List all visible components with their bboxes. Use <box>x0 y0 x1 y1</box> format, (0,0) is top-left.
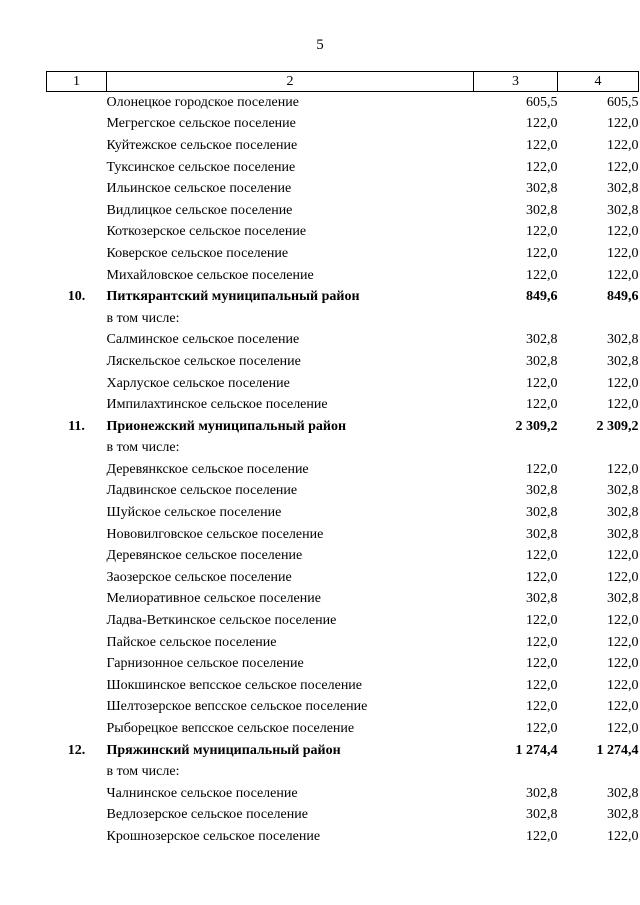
row-name: Шелтозерское вепсское сельское поселение <box>106 699 368 715</box>
row-value-col3 <box>474 761 558 783</box>
row-number <box>47 805 107 827</box>
row-value-col3: 122,0 <box>526 375 558 391</box>
row-value-col3: 2 309,2 <box>515 418 558 434</box>
row-number <box>47 438 107 460</box>
header-col-3: 3 <box>474 72 558 92</box>
header-col-1: 1 <box>47 72 107 92</box>
table-row <box>47 653 639 675</box>
row-name: в том числе: <box>106 764 180 780</box>
row-number <box>47 567 107 589</box>
header-col-4: 4 <box>558 72 639 92</box>
page-number: 5 <box>316 37 324 53</box>
district-row <box>47 286 639 308</box>
row-value-col3: 122,0 <box>526 721 558 737</box>
table-row <box>47 459 639 481</box>
row-number <box>47 632 107 654</box>
row-name: Ильинское сельское поселение <box>106 181 292 197</box>
row-number <box>47 222 107 244</box>
table-row <box>47 265 639 287</box>
row-value-col3: 122,0 <box>526 116 558 132</box>
row-value-col4: 302,8 <box>607 332 639 348</box>
row-name: Мегрегское сельское поселение <box>106 116 296 132</box>
row-number: 12. <box>67 742 86 758</box>
row-value-col4: 2 309,2 <box>596 418 639 434</box>
row-value-col4: 122,0 <box>607 613 639 629</box>
row-name: Заозерское сельское поселение <box>106 569 292 585</box>
row-number <box>47 92 107 114</box>
row-value-col4: 122,0 <box>607 721 639 737</box>
row-number <box>47 373 107 395</box>
row-value-col4: 122,0 <box>607 461 639 477</box>
table-row <box>47 351 639 373</box>
header-col-2: 2 <box>107 72 474 92</box>
table-body <box>47 92 639 848</box>
table-row <box>47 394 639 416</box>
row-number <box>47 783 107 805</box>
table-row <box>47 826 639 848</box>
row-name: Олонецкое городское поселение <box>106 94 299 110</box>
row-value-col4: 605,5 <box>607 94 639 110</box>
row-value-col4: 302,8 <box>607 526 639 542</box>
row-value-col4: 849,6 <box>607 289 639 305</box>
row-number <box>47 697 107 719</box>
row-name: Чалнинское сельское поселение <box>106 785 298 801</box>
district-row <box>47 416 639 438</box>
table-row <box>47 373 639 395</box>
row-value-col4: 302,8 <box>607 181 639 197</box>
table-row <box>47 567 639 589</box>
table-row <box>47 481 639 503</box>
row-number <box>47 308 107 330</box>
table-row <box>47 610 639 632</box>
row-value-col3 <box>474 308 558 330</box>
row-value-col4: 122,0 <box>607 634 639 650</box>
row-value-col3: 1 274,4 <box>515 742 558 758</box>
row-value-col4: 122,0 <box>607 224 639 240</box>
row-value-col3: 122,0 <box>526 569 558 585</box>
row-value-col4 <box>558 308 639 330</box>
row-value-col4: 122,0 <box>607 569 639 585</box>
row-number <box>47 178 107 200</box>
row-value-col3: 302,8 <box>526 483 558 499</box>
row-name: Салминское сельское поселение <box>106 332 300 348</box>
row-number <box>47 610 107 632</box>
row-name: Коткозерское сельское поселение <box>106 224 307 240</box>
row-name: Ладва-Веткинское сельское поселение <box>106 613 337 629</box>
row-value-col4: 302,8 <box>607 785 639 801</box>
row-value-col3: 122,0 <box>526 656 558 672</box>
row-value-col3: 122,0 <box>526 677 558 693</box>
table-row <box>47 200 639 222</box>
table-row <box>47 222 639 244</box>
table-row <box>47 114 639 136</box>
row-name: Деревянское сельское поселение <box>106 548 303 564</box>
row-value-col4: 302,8 <box>607 483 639 499</box>
row-value-col4: 122,0 <box>607 677 639 693</box>
row-value-col3: 302,8 <box>526 526 558 542</box>
row-value-col4: 122,0 <box>607 137 639 153</box>
row-value-col3: 122,0 <box>526 397 558 413</box>
row-value-col3: 122,0 <box>526 267 558 283</box>
row-number <box>47 653 107 675</box>
row-value-col4: 122,0 <box>607 375 639 391</box>
row-name: Импилахтинское сельское поселение <box>106 397 328 413</box>
row-value-col3: 302,8 <box>526 202 558 218</box>
row-value-col3 <box>474 438 558 460</box>
row-number <box>47 826 107 848</box>
table-row <box>47 675 639 697</box>
row-value-col4: 122,0 <box>607 656 639 672</box>
row-name: Прионежский муниципальный район <box>106 418 347 434</box>
row-value-col3: 122,0 <box>526 461 558 477</box>
table-row <box>47 178 639 200</box>
row-name: Куйтежское сельское поселение <box>106 137 298 153</box>
table-row <box>47 438 639 460</box>
table-row <box>47 502 639 524</box>
row-name: Пряжинский муниципальный район <box>106 742 341 758</box>
row-value-col3: 122,0 <box>526 137 558 153</box>
table-row <box>47 697 639 719</box>
row-value-col4: 302,8 <box>607 807 639 823</box>
row-name: Питкярантский муниципальный район <box>106 289 360 305</box>
table-row <box>47 157 639 179</box>
row-number <box>47 135 107 157</box>
row-value-col4: 122,0 <box>607 828 639 844</box>
row-value-col4: 122,0 <box>607 116 639 132</box>
budget-table <box>46 71 639 848</box>
row-value-col3: 302,8 <box>526 807 558 823</box>
row-value-col4 <box>558 761 639 783</box>
row-value-col4: 122,0 <box>607 159 639 175</box>
header-row <box>47 72 639 92</box>
row-number <box>47 761 107 783</box>
row-name: Туксинское сельское поселение <box>106 159 296 175</box>
row-value-col3: 122,0 <box>526 828 558 844</box>
row-name: Нововилговское сельское поселение <box>106 526 324 542</box>
district-row <box>47 740 639 762</box>
row-value-col4 <box>558 438 639 460</box>
row-name: в том числе: <box>106 440 180 456</box>
row-value-col3: 122,0 <box>526 245 558 261</box>
row-name: Мелиоративное сельское поселение <box>106 591 321 607</box>
row-number: 10. <box>67 289 86 305</box>
row-value-col4: 122,0 <box>607 267 639 283</box>
row-value-col3: 122,0 <box>526 224 558 240</box>
row-value-col3: 605,5 <box>526 94 558 110</box>
row-value-col3: 122,0 <box>526 548 558 564</box>
row-value-col3: 122,0 <box>526 613 558 629</box>
row-name: Гарнизонное сельское поселение <box>106 656 304 672</box>
table-row <box>47 308 639 330</box>
table-row <box>47 589 639 611</box>
row-value-col3: 302,8 <box>526 181 558 197</box>
table-row <box>47 330 639 352</box>
row-value-col3: 302,8 <box>526 591 558 607</box>
row-number: 11. <box>68 418 85 434</box>
row-value-col3: 302,8 <box>526 505 558 521</box>
row-value-col4: 302,8 <box>607 505 639 521</box>
row-number <box>47 459 107 481</box>
row-name: Видлицкое сельское поселение <box>106 202 293 218</box>
table-row <box>47 524 639 546</box>
row-number <box>47 351 107 373</box>
table-row <box>47 783 639 805</box>
row-name: Михайловское сельское поселение <box>106 267 314 283</box>
row-value-col4: 122,0 <box>607 397 639 413</box>
row-value-col3: 849,6 <box>526 289 558 305</box>
table-row <box>47 92 639 114</box>
row-value-col3: 122,0 <box>526 159 558 175</box>
row-number <box>47 243 107 265</box>
row-number <box>47 330 107 352</box>
row-value-col3: 122,0 <box>526 699 558 715</box>
row-name: Харлуское сельское поселение <box>106 375 290 391</box>
table-row <box>47 632 639 654</box>
row-number <box>47 394 107 416</box>
row-name: в том числе: <box>106 310 180 326</box>
row-name: Ладвинское сельское поселение <box>106 483 298 499</box>
row-number <box>47 675 107 697</box>
row-number <box>47 114 107 136</box>
table-header <box>47 72 639 92</box>
row-name: Пайское сельское поселение <box>106 634 277 650</box>
row-name: Коверское сельское поселение <box>106 245 289 261</box>
row-name: Шуйское сельское поселение <box>106 505 282 521</box>
row-name: Деревянкское сельское поселение <box>106 461 309 477</box>
row-number <box>47 265 107 287</box>
row-number <box>47 200 107 222</box>
row-value-col4: 1 274,4 <box>596 742 639 758</box>
table-row <box>47 243 639 265</box>
row-number <box>47 481 107 503</box>
row-name: Крошнозерское сельское поселение <box>106 828 321 844</box>
table-row <box>47 545 639 567</box>
row-number <box>47 718 107 740</box>
row-value-col4: 302,8 <box>607 353 639 369</box>
row-name: Ведлозерское сельское поселение <box>106 807 308 823</box>
table-row <box>47 718 639 740</box>
table-row <box>47 135 639 157</box>
row-number <box>47 157 107 179</box>
table-row <box>47 761 639 783</box>
row-value-col3: 122,0 <box>526 634 558 650</box>
row-number <box>47 502 107 524</box>
row-value-col4: 122,0 <box>607 245 639 261</box>
row-value-col4: 302,8 <box>607 202 639 218</box>
row-name: Рыборецкое вепсское сельское поселение <box>106 721 355 737</box>
row-value-col4: 122,0 <box>607 699 639 715</box>
row-value-col3: 302,8 <box>526 785 558 801</box>
row-value-col4: 122,0 <box>607 548 639 564</box>
row-value-col4: 302,8 <box>607 591 639 607</box>
row-value-col3: 302,8 <box>526 353 558 369</box>
row-name: Шокшинское вепсское сельское поселение <box>106 677 363 693</box>
row-number <box>47 589 107 611</box>
row-name: Ляскельское сельское поселение <box>106 353 301 369</box>
table-row <box>47 805 639 827</box>
row-number <box>47 524 107 546</box>
row-number <box>47 545 107 567</box>
row-value-col3: 302,8 <box>526 332 558 348</box>
